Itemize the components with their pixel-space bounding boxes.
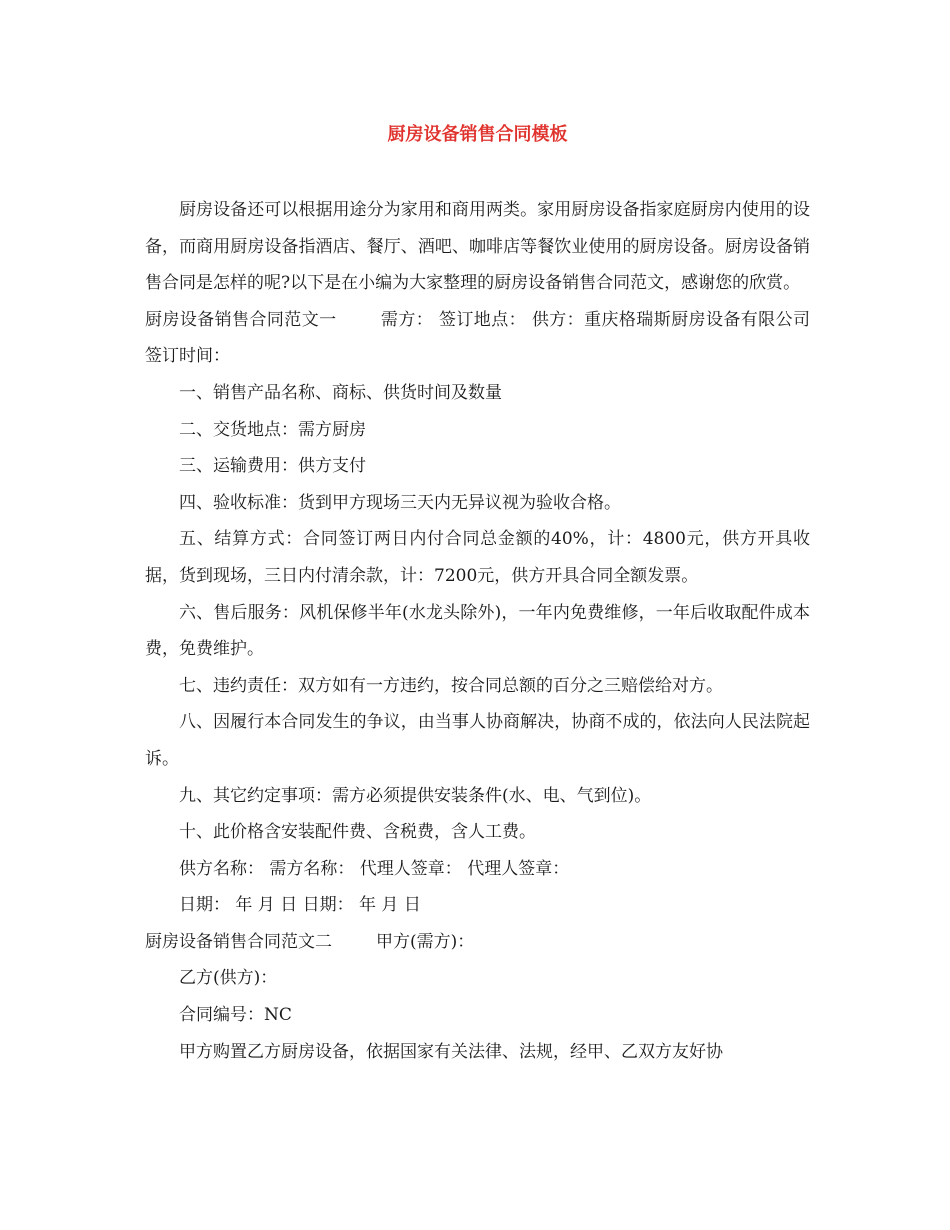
document-title: 厨房设备销售合同模板: [387, 124, 568, 145]
clause-5: 五、结算方式：合同签订两日内付合同总金额的40%，计：4800元，供方开具收据，货到现场，三日内付清余款，计：7200元，供方开具合同全额发票。: [145, 529, 810, 586]
sample2-party-a: 甲方(需方)：: [376, 931, 475, 952]
sample2-party-b: 乙方(供方)：: [179, 968, 278, 989]
sample1-header-line: [145, 302, 810, 375]
signature-line: 供方名称： 需方名称： 代理人签章： 代理人签章：: [179, 858, 570, 879]
clause-7: 七、违约责任：双方如有一方违约，按合同总额的百分之三赔偿给对方。: [179, 675, 723, 696]
sample1-heading: 厨房设备销售合同范文一: [145, 309, 337, 330]
clause-2: 二、交货地点：需方厨房: [179, 419, 366, 440]
sample2-heading: 厨房设备销售合同范文二: [145, 931, 332, 952]
clause-6: 六、售后服务：风机保修半年(水龙头除外)，一年内免费维修，一年后收取配件成本费，免费维护。: [145, 602, 810, 660]
contract-number: 合同编号：NC: [179, 1005, 292, 1026]
sample2-body: 甲方购置乙方厨房设备，依据国家有关法律、法规，经甲、乙双方友好协: [179, 1041, 723, 1062]
clause-8: 八、因履行本合同发生的争议，由当事人协商解决，协商不成的，依法向人民法院起诉。: [145, 712, 810, 769]
clause-10: 十、此价格含安装配件费、含税费，含人工费。: [179, 822, 536, 843]
clause-1: 一、销售产品名称、商标、供货时间及数量: [179, 382, 502, 403]
intro-paragraph: 厨房设备还可以根据用途分为家用和商用两类。家用厨房设备指家庭厨房内使用的设备，而商用厨房设备指酒店、餐厅、酒吧、咖啡店等餐饮业使用的厨房设备。厨房设备销售合同是怎样的呢?以下是在小编为大家整理的厨房设备销售合同范文，感谢您的欣赏。: [145, 200, 810, 294]
clause-3: 三、运输费用：供方支付: [179, 456, 366, 477]
clause-4: 四、验收标准：货到甲方现场三天内无异议视为验收合格。: [179, 492, 621, 513]
sample1-parties: 需方： 签订地点： 供方：重庆格瑞斯厨房设备有限公司 签订时间：: [145, 309, 810, 367]
clause-9: 九、其它约定事项：需方必须提供安装条件(水、电、气到位)。: [179, 785, 652, 806]
date-line: 日期： 年 月 日 日期： 年 月 日: [179, 895, 421, 916]
sample2-header-line: [145, 924, 810, 961]
